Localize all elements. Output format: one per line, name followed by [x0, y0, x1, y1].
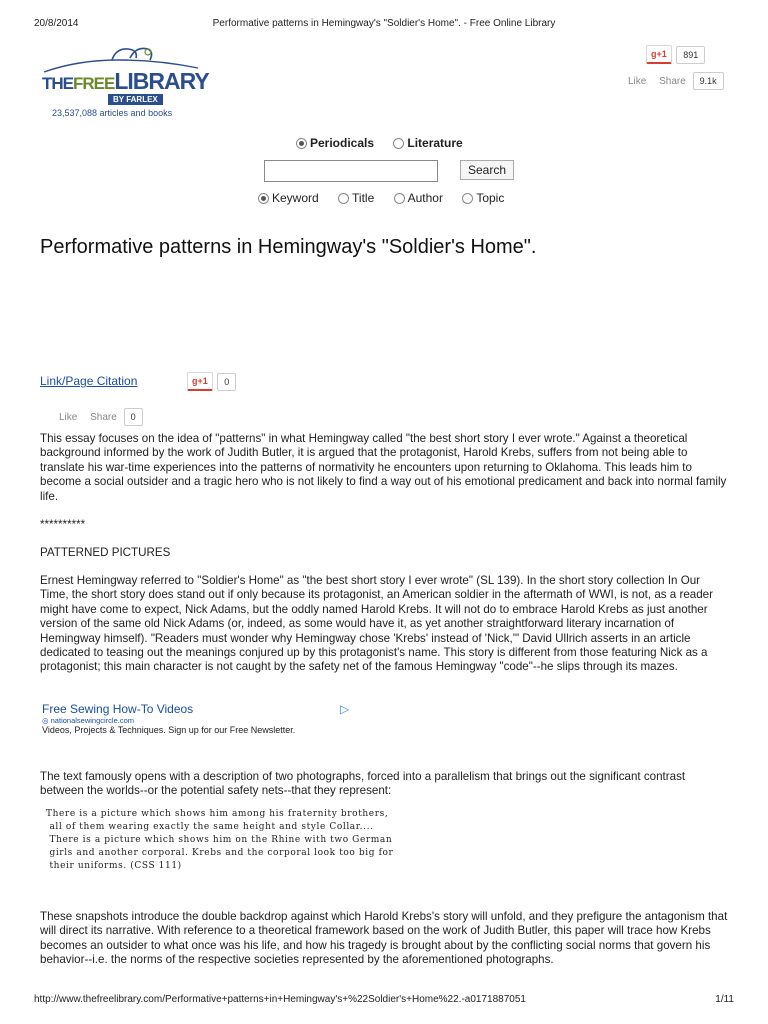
- scope-radio-group: [296, 136, 463, 150]
- section-heading: PATTERNED PICTURES: [40, 546, 171, 559]
- page-title: Performative patterns in Hemingway's "Soldier's Home".: [40, 236, 537, 258]
- scope-literature[interactable]: Literature: [393, 136, 462, 150]
- like-button[interactable]: Like: [628, 75, 647, 87]
- logo-the: THE: [42, 74, 73, 93]
- block-quote: There is a picture which shows him among his fraternity brothers, all of them wearing exactly the same height and style Collar.... There is a picture which shows him on the Rhine with two German girls and another corporal. Krebs and the corporal look too big for their uniforms. (CSS 111): [46, 809, 394, 871]
- radio-icon: [296, 138, 307, 149]
- radio-icon: [258, 193, 269, 204]
- logo-library: LIBRARY: [114, 68, 209, 94]
- article-count: 23,537,088 articles and books: [52, 108, 173, 118]
- logo-by-farlex: BY FARLEX: [108, 94, 163, 105]
- logo-wordmark: [42, 68, 209, 95]
- ad-url[interactable]: ◎ nationalsewingcircle.com: [42, 716, 135, 725]
- social-article: [187, 372, 236, 391]
- share-button[interactable]: Share: [90, 411, 117, 423]
- field-title[interactable]: Title: [338, 191, 374, 205]
- gplus-count: 891: [676, 46, 705, 64]
- field-author[interactable]: Author: [394, 191, 443, 205]
- radio-icon: [338, 193, 349, 204]
- abstract: This essay focuses on the idea of "patterns" in what Hemingway called "the best short story I ever wrote." Against a theoretical background informed by the work of Judith Butler, it is argued that the protagonist, Harold Krebs, suffers from not being able to translate his war-time experiences into the patterns of normativity he encounters upon returning to Oklahoma. This leads him to become a social outsider and a tragic hero who is not likely to find a way out of his emotional predicament and back into normal family life.: [40, 432, 727, 503]
- field-keyword[interactable]: Keyword: [258, 191, 319, 205]
- gplus-count: 0: [217, 373, 236, 391]
- social-article-facebook: [59, 408, 153, 426]
- social-top: [646, 45, 705, 64]
- print-url: http://www.thefreelibrary.com/Performative+patterns+in+Hemingway's+%22Soldier's+Home%22.-a0171887051: [34, 994, 526, 1005]
- paragraph: These snapshots introduce the double backdrop against which Harold Krebs's story will unfold, and they prefigure the antagonism that will direct its narrative. With reference to a theoretical framework based on the work of Judith Butler, this paper will trace how Krebs becomes an outsider to what once was his life, and how his tragedy is brought about by the conflicting social norms that govern his behavior--i.e. the norms of the respective societies represented by the aforementioned photographs.: [40, 910, 728, 967]
- print-title: Performative patterns in Hemingway's "Soldier's Home". - Free Online Library: [212, 18, 556, 29]
- search-input[interactable]: [264, 160, 438, 182]
- gplus-button[interactable]: g+1: [187, 372, 213, 391]
- search-button[interactable]: Search: [460, 160, 514, 180]
- page-number: 1/11: [715, 994, 734, 1005]
- ad-title[interactable]: Free Sewing How-To Videos: [42, 702, 194, 716]
- field-radio-group: [258, 191, 504, 205]
- globe-icon: ◎: [42, 716, 49, 725]
- radio-icon: [462, 193, 473, 204]
- separator: **********: [40, 518, 86, 531]
- field-topic[interactable]: Topic: [462, 191, 504, 205]
- paragraph: The text famously opens with a description of two photographs, forced into a parallelism that brings out the significant contrast between the worlds--or the potential safety nets--that they represent:: [40, 770, 686, 798]
- share-count: 9.1k: [693, 72, 724, 90]
- paragraph: Ernest Hemingway referred to "Soldier's Home" as "the best short story I ever wrote" (SL 139). In the short story collection In Our Time, the short story does stand out if only because its protagonist, an American soldier in the aftermath of WWI, is not, as a reader might have come to expect, Nick Adams, but the oddly named Harold Krebs. It will not do to embrace Harold Krebs as just another version of the same old Nick Adams (or, indeed, as some would have it, as yet another straightforward literary incarnation of Hemingway himself). "Readers must wonder why Hemingway chose 'Krebs' instead of 'Nick,'" David Ullrich asserts in an article dedicated to teasing out the meanings conjured up by this protagonist's name. This story is different from those featuring Nick as a protagonist; this main character is not caught by the safety net of the famous Hemingway "code"--he slips through its mazes.: [40, 574, 713, 674]
- gplus-icon: g: [651, 49, 657, 59]
- radio-icon: [394, 193, 405, 204]
- site-logo[interactable]: [38, 46, 208, 120]
- radio-icon: [393, 138, 404, 149]
- citation-link[interactable]: Link/Page Citation: [40, 374, 138, 388]
- ad-description: Videos, Projects & Techniques. Sign up for our Free Newsletter.: [42, 725, 296, 735]
- share-count: 0: [124, 408, 143, 426]
- adchoices-icon[interactable]: ▷: [340, 702, 350, 716]
- print-date: 20/8/2014: [34, 18, 79, 29]
- gplus-button[interactable]: g+1: [646, 45, 672, 64]
- social-top-facebook: [628, 72, 734, 90]
- logo-free: FREE: [73, 74, 115, 93]
- scope-periodicals[interactable]: Periodicals: [296, 136, 374, 150]
- gplus-icon: g: [192, 376, 198, 386]
- share-button[interactable]: Share: [659, 75, 686, 87]
- like-button[interactable]: Like: [59, 411, 78, 423]
